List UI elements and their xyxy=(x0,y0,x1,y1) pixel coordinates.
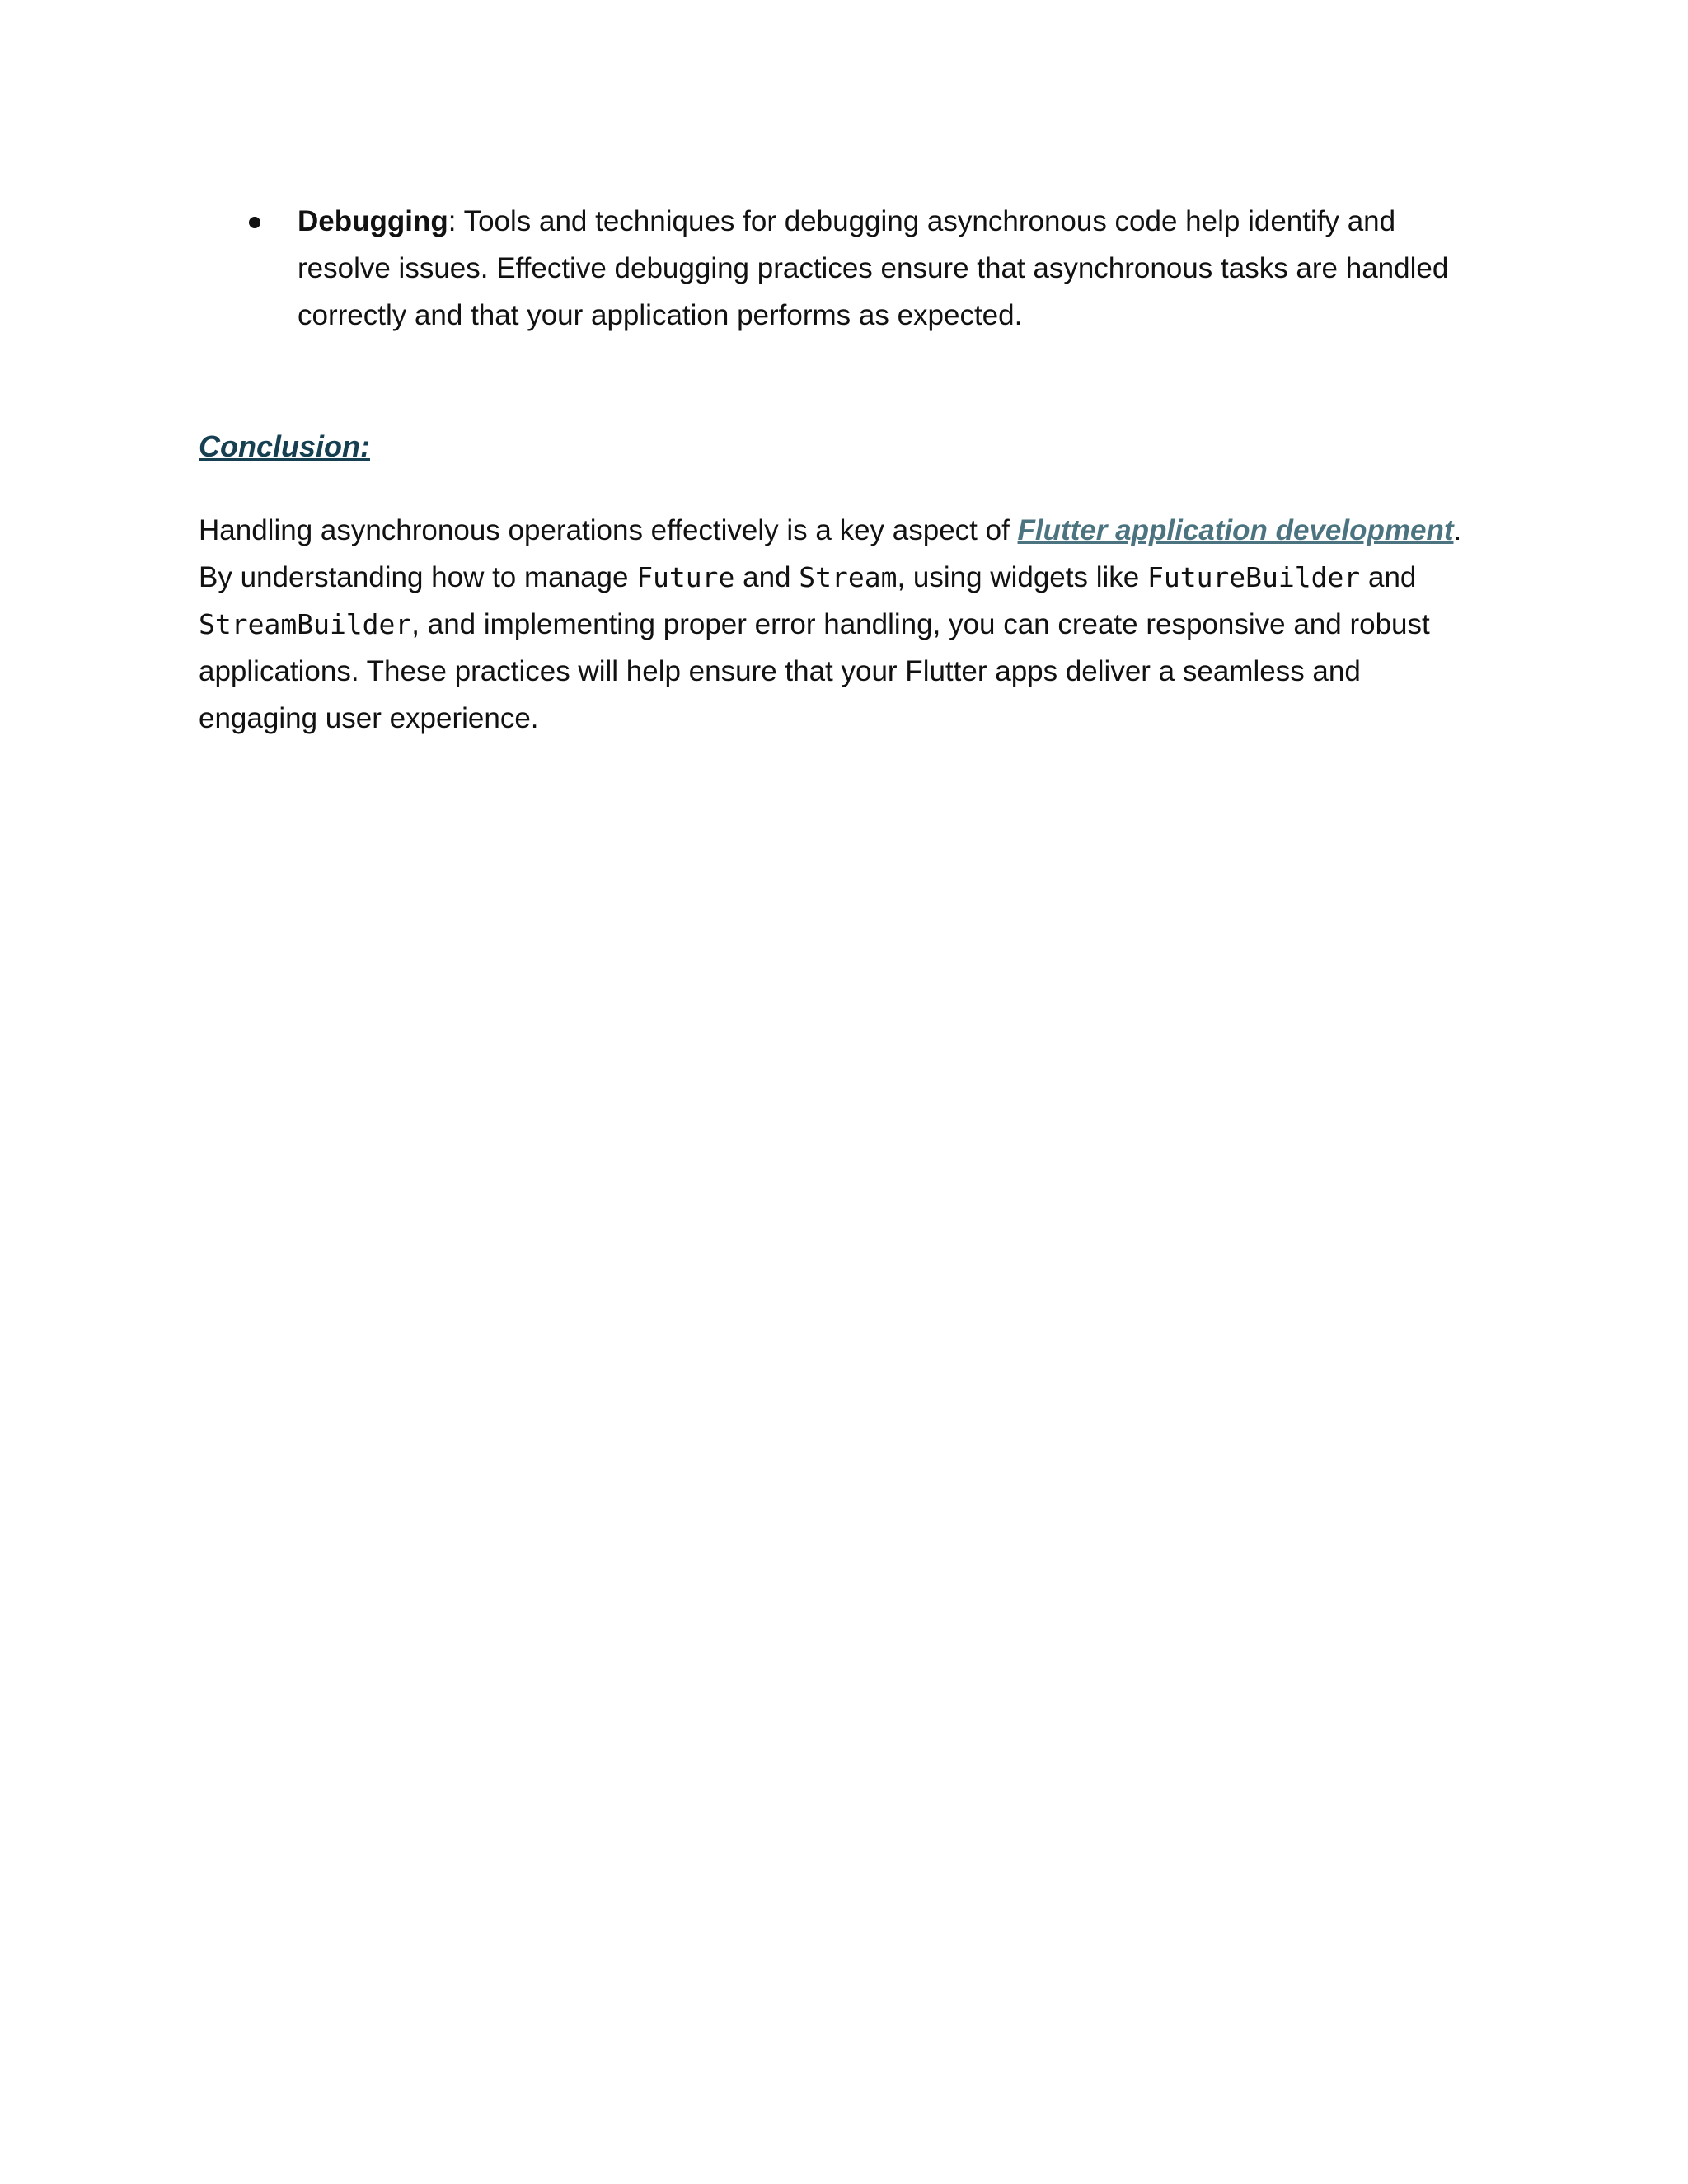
code-streambuilder: StreamBuilder xyxy=(199,608,412,640)
bullet-text: : Tools and techniques for debugging asynchronous code help identify and resolve issues. Effective debugging practices ensure that asynchronous tasks are handled correctly and that your application performs as expected. xyxy=(298,205,1449,331)
conclusion-heading: Conclusion: xyxy=(199,429,370,463)
conclusion-paragraph xyxy=(199,507,1468,742)
code-stream: Stream xyxy=(799,561,898,593)
conclusion-using-widgets: , using widgets like xyxy=(897,561,1147,593)
conclusion-and-2: and xyxy=(1360,561,1417,593)
conclusion-and-1: and xyxy=(734,561,799,593)
document-content xyxy=(199,198,1468,771)
bullet-item-debugging xyxy=(199,198,1468,339)
bullet-list xyxy=(199,198,1468,339)
flutter-development-link[interactable]: Flutter application development xyxy=(1017,514,1454,546)
conclusion-after-link: . By understanding how to manage xyxy=(199,514,1462,593)
code-future: Future xyxy=(636,561,735,593)
code-futurebuilder: FutureBuilder xyxy=(1146,561,1361,593)
bullet-term: Debugging xyxy=(298,205,448,237)
bullet-dot-icon xyxy=(249,217,260,228)
conclusion-ending: , and implementing proper error handling, you can create responsive and robust applications. These practices will help ensure that your Flutter apps deliver a seamless and engaging user experience. xyxy=(199,608,1430,734)
conclusion-intro: Handling asynchronous operations effectively is a key aspect of xyxy=(199,514,1018,546)
